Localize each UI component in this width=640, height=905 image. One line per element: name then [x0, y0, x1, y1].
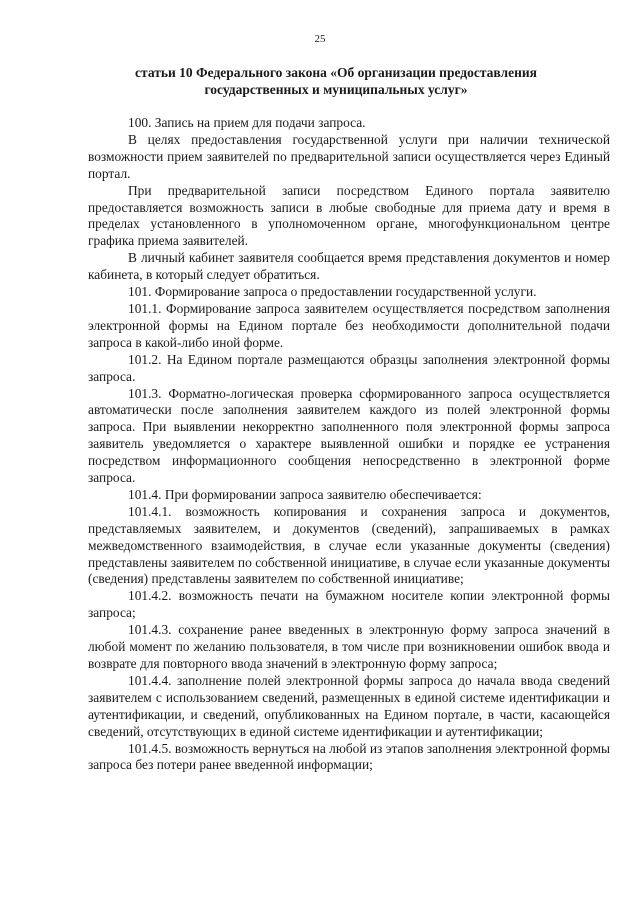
paragraph-101-3: 101.3. Форматно-логическая проверка сформированного запроса осуществляется автоматически после заполнения заявителем каждого из полей электронной формы запроса. При выявлении некорректно заполненного поля электронной формы запроса заявитель уведомляется о характере выявленной ошибки и порядке ее устранения посредством информационного сообщения непосредственно в электронной форме запроса.	[88, 385, 610, 486]
paragraph-101-4-5: 101.4.5. возможность вернуться на любой из этапов заполнения электронной формы запроса без потери ранее введенной информации;	[88, 740, 610, 773]
paragraph-101-4-4: 101.4.4. заполнение полей электронной формы запроса до начала ввода сведений заявителем с использованием сведений, размещенных в единой системе идентификации и аутентификации, и сведений, опубликованных на Едином портале, в части, касающейся сведений, отсутствующих в единой системе идентификации и аутентификации;	[88, 672, 610, 739]
paragraph-101: 101. Формирование запроса о предоставлении государственной услуги.	[128, 284, 537, 300]
paragraph-personal-cabinet: В личный кабинет заявителя сообщается время представления документов и номер кабинета, в который следует обратиться.	[88, 250, 610, 283]
paragraph-101-4-1: 101.4.1. возможность копирования и сохранения запроса и документов, представляемых заявителем, и документов (сведений), запрашиваемых в рамках межведомственного взаимодействия, в случае если указанные документы (сведения) представлены заявителем по собственной инициативе, в случае если указанные документы (сведения) представлены заявителем по собственной инициативе;	[88, 503, 610, 587]
document-body	[88, 115, 610, 774]
heading-line-1: статьи 10 Федерального закона «Об организации предоставления	[135, 65, 537, 80]
page-number: 25	[314, 33, 326, 45]
paragraph-101-2: 101.2. На Едином портале размещаются образцы заполнения электронной формы запроса.	[88, 351, 610, 384]
paragraph-101-4-2: 101.4.2. возможность печати на бумажном носителе копии электронной формы запроса;	[88, 588, 610, 621]
paragraph-101-4-3: 101.4.3. сохранение ранее введенных в электронную форму запроса значений в любой момент по желанию пользователя, в том числе при возникновении ошибок ввода и возврате для повторного ввода значений в электронную форму запроса;	[88, 622, 610, 671]
paragraph-101-1: 101.1. Формирование запроса заявителем осуществляется посредством заполнения электронной формы на Едином портале без необходимости дополнительной подачи запроса в какой-либо иной форме.	[88, 300, 610, 350]
section-heading	[80, 64, 592, 98]
paragraph-101-4: 101.4. При формировании запроса заявителю обеспечивается:	[128, 486, 482, 502]
heading-line-2: государственных и муниципальных услуг»	[204, 82, 468, 97]
paragraph-100: 100. Запись на прием для подачи запроса.	[128, 115, 366, 130]
paragraph-preliminary-record: При предварительной записи посредством Единого портала заявителю предоставляется возможность записи в любые свободные для приема дату и время в пределах установленного в уполномоченном органе, многофункциональном центре графика приема заявителей.	[88, 182, 610, 249]
paragraph-100-text: В целях предоставления государственной услуги при наличии технической возможности прием заявителей по предварительной записи осуществляется через Единый портал.	[88, 131, 610, 181]
